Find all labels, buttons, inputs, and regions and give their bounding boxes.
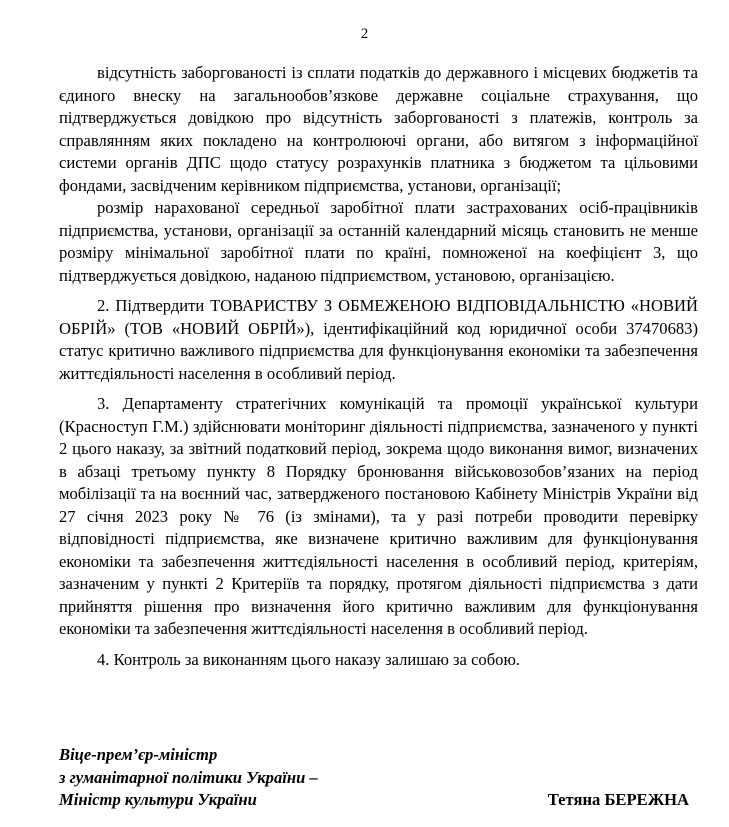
paragraph-item-3: 3. Департаменту стратегічних комунікацій та промоції української культури (Красноступ Г.М.) здійснювати моніторинг діяльності підприємства, зазначеного у пункті 2 цього наказу, за звітний податковий період, зокрема щодо виконання вимог, визначених в абзаці третьому пункту 8 Порядку бронювання військовозобов’язаних на період мобілізації та на воєнний час, затвердженого постановою Кабінету Міністрів України від 27 січня 2023 року № 76 (із змінами), та у разі потреби проводити перевірку відповідності підприємства, яке визначене критично важливим для функціонування економіки та забезпечення життєдіяльності населення в особливий період, критеріям, зазначеним у пункті 2 Критеріїв та порядку, протягом діяльності підприємства з дати прийняття рішення про визначення його критично важливим для функціонування економіки та забезпечення життєдіяльності населення в особливий період.	[59, 394, 698, 638]
paragraph-criteria-salary: розмір нарахованої середньої заробітної плати застрахованих осіб-працівників підприємства, установи, організації за останній календарний місяць становить не менше розміру мінімальної заробітної плати по країні, помноженої на коефіцієнт 3, що підтверджується довідкою, наданою підприємством, установою, організацією.	[59, 198, 698, 285]
signature-title-line2: з гуманітарної політики України –	[59, 767, 318, 787]
paragraph-item-2: 2. Підтвердити ТОВАРИСТВУ З ОБМЕЖЕНОЮ ВІДПОВІДАЛЬНІСТЮ «НОВИЙ ОБРІЙ» (ТОВ «НОВИЙ ОБРІЙ»), ідентифікаційний код юридичної особи 37470683) статус критично важливого підприємства для функціонування економіки та забезпечення життєдіяльності населення в особливий період.	[59, 296, 698, 383]
signature-title-line1: Віце-прем’єр-міністр	[59, 745, 218, 764]
page-number: 2	[360, 26, 369, 42]
signature-block	[59, 744, 689, 812]
signature-title-line3: Міністр культури України	[59, 790, 257, 809]
paragraph-item-4: 4. Контроль за виконанням цього наказу залишаю за собою.	[97, 649, 521, 669]
paragraph-criteria-debt: відсутність заборгованості із сплати податків до державного і місцевих бюджетів та єдиного внеску на загальнообов’язкове державне соціальне страхування, що підтверджується довідкою про відсутність заборгованості з платежів, контроль за справлянням яких покладено на контролюючі органи, або витягом з інформаційної системи органів ДПС щодо статусу розрахунків платника з бюджетом та цільовими фондами, засвідченим керівником підприємства, установи, організації;	[59, 63, 698, 195]
signatory-name: Тетяна БЕРЕЖНА	[547, 790, 689, 809]
document-body	[59, 62, 698, 671]
